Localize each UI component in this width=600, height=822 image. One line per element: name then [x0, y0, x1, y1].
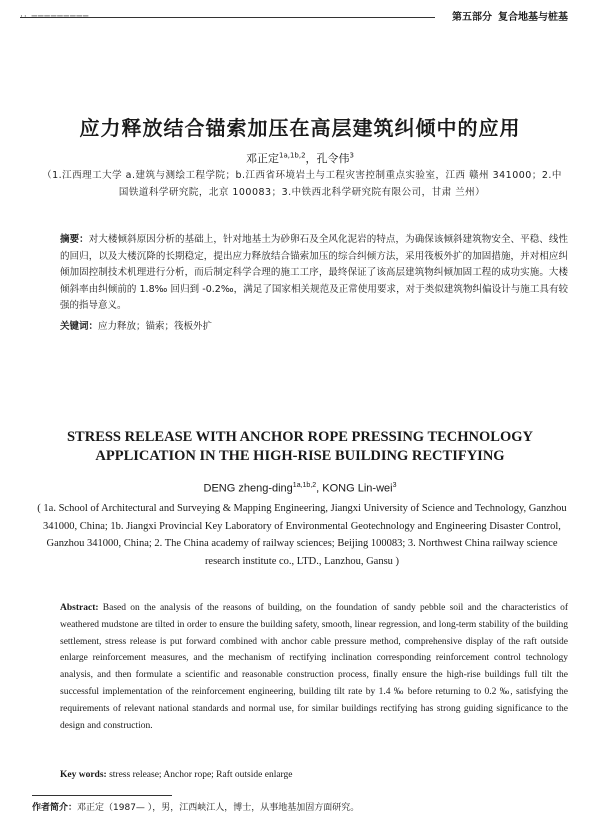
- author1-affil-cn: 1a,1b,2: [278, 151, 306, 160]
- author2-name-cn: 孔令伟: [316, 152, 350, 165]
- paper-title-en-line2: APPLICATION IN THE HIGH-RISE BUILDING RECTIFYING: [95, 448, 505, 464]
- author2-affil-en: 3: [392, 482, 397, 489]
- header-section-title: 复合地基与桩基: [498, 12, 568, 23]
- keywords-text-cn: 应力释放；锚索；筏板外扩: [98, 321, 213, 332]
- abstract-en: [60, 600, 568, 734]
- footnote-rule: [32, 795, 172, 796]
- footnote-label: 作者简介：: [32, 803, 78, 813]
- abstract-label-en: Abstract:: [60, 603, 99, 613]
- keywords-text-en: stress release; Anchor rope; Raft outside enlarge: [106, 770, 293, 780]
- author2-affil-cn: 3: [349, 151, 354, 160]
- header-section: [452, 8, 568, 23]
- authors-en: [0, 482, 600, 495]
- affiliations-cn: （1.江西理工大学 a.建筑与测绘工程学院；b.江西省环境岩土与工程灾害控制重点实验室，江西 赣州 341000；2.中国铁道科学研究院，北京 100083；3.中铁西北科学研究院有限公司，甘肃 兰州）: [42, 170, 562, 198]
- keywords-cn: [60, 318, 568, 332]
- header-marks: ·· ─────────: [20, 12, 90, 22]
- authors-cn: [0, 150, 600, 166]
- paper-title-en: [30, 428, 570, 466]
- header-part: 第五部分: [452, 12, 492, 23]
- keywords-label-en: Key words:: [60, 770, 107, 780]
- keywords-label-cn: 关键词：: [60, 321, 99, 332]
- paper-title-en-line1: STRESS RELEASE WITH ANCHOR ROPE PRESSING TECHNOLOGY: [66, 429, 533, 445]
- keywords-en: [60, 770, 568, 780]
- author-footnote: [32, 800, 572, 813]
- author2-name-en: KONG Lin-wei: [322, 482, 393, 495]
- abstract-cn: [60, 232, 568, 315]
- affiliations-en: ( 1a. School of Architectural and Surveying & Mapping Engineering, Jiangxi University of Science and Technology, Ganzhou 341000, China; 1b. Jiangxi Provincial Key Laboratory of Environmental Geotechnology and Engineering Disaster Control, Ganzhou 341000, China; 2. The China academy of railway sciences; Beijing 100083; 3. Northwest China railway science research institute co., LTD., Lanzhou, Gansu ): [37, 503, 567, 567]
- author1-name-cn: 邓正定: [245, 152, 279, 165]
- paper-title-cn: 应力释放结合锚索加压在高层建筑纠倾中的应用: [79, 116, 521, 140]
- abstract-text-en: Based on the analysis of the reasons of building, on the foundation of sandy pebble soil and the characteristics of weathered mudstone are tilted in order to ensure the building safety, smooth, linear regression, and long-term stability of the building settlement, stress release is put forward combined with anchor cable pressure method, comprehensive display of the raft outside enlarge reinforcement measures, and the mechanism of rectifying inclination corresponding reinforcement control technology analysis, and then formulate a scientific and reasonable construction process, finally ensure the high-rise buildings full tilt the successful implementation of the reinforcement engineering, building tilt rate by 1.4 ‰ before returning to 0.2 ‰, satisfying the requirements of relevant national standards and normal use, for similar buildings rectifying has strong guiding significance to the design and construction.: [60, 603, 568, 731]
- footnote-text: 邓正定（1987— ），男，江西峡江人，博士，从事地基加固方面研究。: [77, 803, 360, 813]
- author-separator-cn: ，: [305, 152, 317, 165]
- abstract-text-cn: 对大楼倾斜原因分析的基础上，针对地基土为砂卵石及全风化泥岩的特点，为确保该倾斜建筑物安全、平稳、线性的回归，以及大楼沉降的长期稳定，提出应力释放结合锚索加压的综合纠倾方法，采用筏板外扩的加固措施，并对相应纠倾加固控制技术机理进行分析，而后制定科学合理的施工工序，最终保证了该高层建筑物纠倾加固工程的成功实施。大楼倾斜率由纠倾前的 1.8‰ 回归到 -0.2‰，满足了国家相关规范及正常使用要求，对于类似建筑物纠偏设计与施工具有较强的指导意义。: [60, 234, 568, 311]
- author1-name-en: DENG zheng-ding: [203, 482, 293, 495]
- abstract-label-cn: 摘要：: [60, 234, 89, 245]
- author-separator-en: ,: [316, 482, 323, 495]
- author1-affil-en: 1a,1b,2: [292, 482, 317, 489]
